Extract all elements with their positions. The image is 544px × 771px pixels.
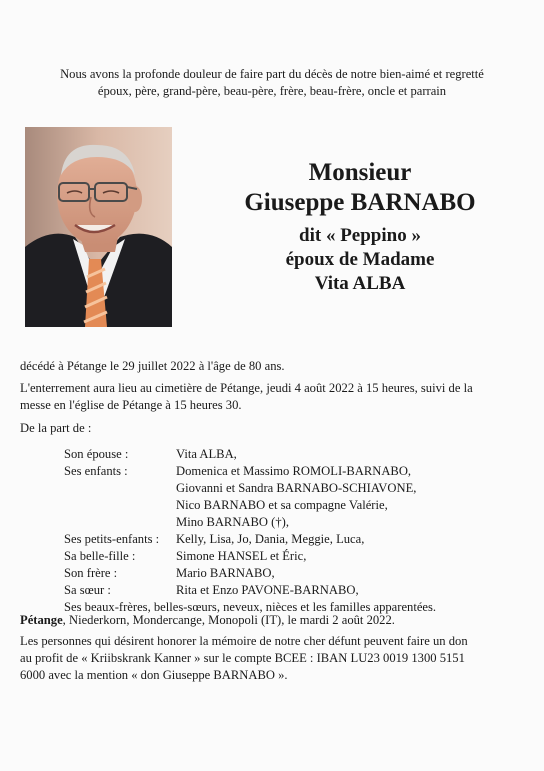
family-row [64,531,534,548]
family-label [64,514,176,531]
family-label: Sa sœur : [64,583,111,597]
place-date-rest: , Niederkorn, Mondercange, Monopoli (IT), le mardi 2 août 2022. [62,613,395,627]
family-value: Simone HANSEL et Éric, [176,549,307,563]
place-name: Pétange [20,613,63,627]
donation-notice [20,633,528,684]
deceased-name-block [195,158,525,296]
nickname: dit « Peppino » [299,225,421,246]
donation-line: 6000 avec la mention « don Giuseppe BARNABO ». [20,668,288,682]
family-label [64,480,176,497]
portrait-photo [25,127,172,327]
from-label: De la part de : [20,421,92,435]
donation-line: Les personnes qui désirent honorer la mémoire de notre cher défunt peuvent faire un don [20,634,468,648]
deceased-name: Giuseppe BARNABO [244,189,476,216]
family-value: Nico BARNABO et sa compagne Valérie, [176,498,388,512]
family-list [64,446,534,616]
family-row [64,514,534,531]
family-value: Domenica et Massimo ROMOLI-BARNABO, [176,464,412,478]
funeral-line: L'enterrement aura lieu au cimetière de Pétange, jeudi 4 août 2022 à 15 heures, suivi de la [20,381,473,395]
funeral-details [20,380,528,414]
honorific: Monsieur [308,159,412,186]
place-and-date [20,612,528,629]
family-value: Vita ALBA, [176,447,237,461]
intro-text [20,66,524,100]
family-value: Kelly, Lisa, Jo, Dania, Meggie, Luca, [176,532,365,546]
family-closing: Ses beaux-frères, belles-sœurs, neveux, nièces et les familles apparentées. [64,600,437,614]
family-label: Sa belle-fille : [64,549,136,563]
family-row [64,548,534,565]
family-row [64,446,534,463]
family-row [64,565,534,582]
intro-line: époux, père, grand-père, beau-père, frère, beau-frère, oncle et parrain [97,84,447,98]
intro-line: Nous avons la profonde douleur de faire part du décès de notre bien-aimé et regretté [60,67,484,81]
family-value: Mario BARNABO, [176,566,275,580]
death-statement: décédé à Pétange le 29 juillet 2022 à l'âge de 80 ans. [20,359,285,373]
family-row [64,497,534,514]
funeral-line: messe en l'église de Pétange à 15 heures 30. [20,398,242,412]
family-label: Son frère : [64,566,118,580]
spouse-name: Vita ALBA [314,273,406,294]
spouse-intro: époux de Madame [285,249,435,270]
family-value: Rita et Enzo PAVONE-BARNABO, [176,583,359,597]
family-value: Mino BARNABO (†), [176,515,289,529]
family-label: Ses enfants : [64,464,128,478]
family-label: Son épouse : [64,447,129,461]
family-label: Ses petits-enfants : [64,532,160,546]
family-row [64,582,534,599]
family-label [64,497,176,514]
family-row [64,480,534,497]
family-row [64,463,534,480]
donation-line: au profit de « Kriibskrank Kanner » sur le compte BCEE : IBAN LU23 0019 1300 5151 [20,651,465,665]
family-value: Giovanni et Sandra BARNABO-SCHIAVONE, [176,481,417,495]
